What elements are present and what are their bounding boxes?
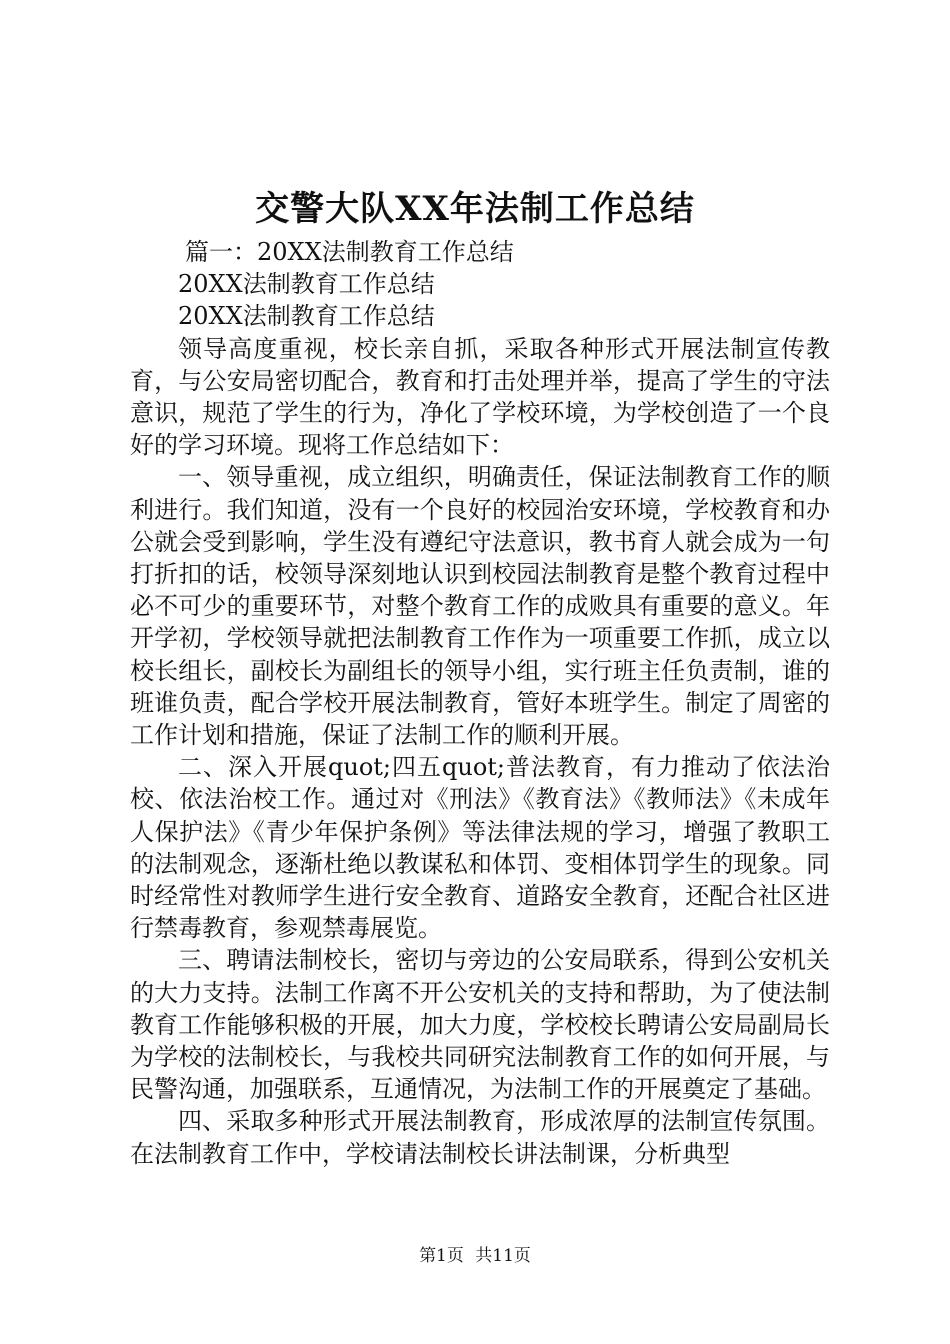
paragraph-section-2: 二、深入开展quot;四五quot;普法教育，有力推动了依法治校、依法治校工作。通过对《刑法》《教育法》《教师法》《未成年人保护法》《青少年保护条例》等法律法规的学习，增强了教职工的法制观念，逐渐杜绝以教谋私和体罚、变相体罚学生的现象。同时经常性对教师学生进行安全教育、道路安全教育，还配合社区进行禁毒教育，参观禁毒展览。 <box>130 753 830 943</box>
paragraph-intro: 领导高度重视，校长亲自抓，采取各种形式开展法制宣传教育，与公安局密切配合，教育和打击处理并举，提高了学生的守法意识，规范了学生的行为，净化了学校环境，为学校创造了一个良好的学习环境。现将工作总结如下： <box>130 334 830 460</box>
paragraph-section-1: 一、领导重视，成立组织，明确责任，保证法制教育工作的顺利进行。我们知道，没有一个良好的校园治安环境，学校教育和办公就会受到影响，学生没有遵纪守法意识，教书育人就会成为一句打折扣的话，校领导深刻地认识到校园法制教育是整个教育过程中必不可少的重要环节，对整个教育工作的成败具有重要的意义。年开学初，学校领导就把法制教育工作作为一项重要工作抓，成立以校长组长，副校长为副组长的领导小组，实行班主任负责制，谁的班谁负责，配合学校开展法制教育，管好本班学生。制定了周密的工作计划和措施，保证了法制工作的顺利开展。 <box>130 463 830 750</box>
paragraph-subtitle: 篇一：20XX法制教育工作总结 <box>185 238 514 266</box>
paragraph-heading: 20XX法制教育工作总结 <box>178 302 435 331</box>
document-body <box>130 236 830 1170</box>
page-number-footer: 第1页 共11页 <box>419 1246 531 1266</box>
paragraph-heading: 20XX法制教育工作总结 <box>178 270 435 299</box>
paragraph-section-4: 四、采取多种形式开展法制教育，形成浓厚的法制宣传氛围。在法制教育工作中，学校请法制校长讲法制课，分析典型 <box>130 1107 830 1168</box>
paragraph-section-3: 三、聘请法制校长，密切与旁边的公安局联系，得到公安机关的大力支持。法制工作离不开公安机关的支持和帮助，为了使法制教育工作能够积极的开展，加大力度，学校校长聘请公安局副局长为学校的法制校长，与我校共同研究法制教育工作的如何开展，与民警沟通，加强联系，互通情况，为法制工作的开展奠定了基础。 <box>130 946 830 1104</box>
document-title: 交警大队XX年法制工作总结 <box>255 189 695 229</box>
